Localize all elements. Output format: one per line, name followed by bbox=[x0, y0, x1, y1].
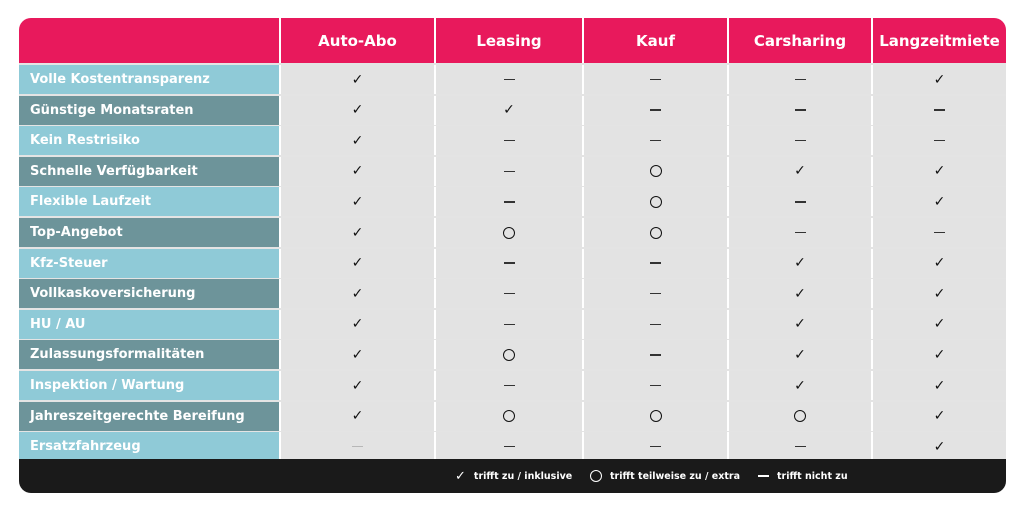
table-row bbox=[19, 249, 1006, 278]
table-cell bbox=[729, 65, 871, 94]
table-cell bbox=[584, 249, 727, 278]
row-label: Vollkaskoversicherung bbox=[19, 279, 279, 308]
table-cell bbox=[873, 432, 1006, 461]
check-icon: ✓ bbox=[503, 102, 515, 119]
legend-item-check bbox=[455, 459, 572, 493]
check-icon: ✓ bbox=[933, 193, 946, 210]
check-icon: ✓ bbox=[351, 285, 364, 302]
dash-icon bbox=[795, 109, 806, 111]
column-header-langzeitmiete: Langzeitmiete bbox=[879, 31, 1000, 50]
table-cell bbox=[729, 432, 871, 461]
table-cell bbox=[729, 126, 871, 155]
column-divider bbox=[727, 126, 729, 155]
table-cell bbox=[584, 218, 727, 247]
column-divider bbox=[727, 371, 729, 400]
check-icon: ✓ bbox=[351, 408, 364, 425]
table-cell bbox=[729, 310, 871, 339]
row-label: Jahreszeitgerechte Bereifung bbox=[19, 402, 279, 431]
column-divider bbox=[279, 96, 281, 125]
column-divider bbox=[582, 432, 584, 461]
column-divider bbox=[871, 371, 873, 400]
column-divider bbox=[279, 340, 281, 369]
column-header-leasing: Leasing bbox=[476, 31, 542, 50]
column-divider bbox=[434, 157, 436, 186]
legend-bar bbox=[19, 459, 1006, 493]
table-cell bbox=[436, 96, 582, 125]
check-icon: ✓ bbox=[351, 316, 364, 333]
column-divider bbox=[727, 65, 729, 94]
table-row bbox=[19, 371, 1006, 400]
column-divider bbox=[871, 126, 873, 155]
column-divider bbox=[582, 157, 584, 186]
dash-icon bbox=[934, 140, 945, 142]
table-row bbox=[19, 65, 1006, 94]
column-divider bbox=[871, 96, 873, 125]
table-cell bbox=[729, 96, 871, 125]
column-divider bbox=[279, 187, 281, 216]
table-cell bbox=[281, 218, 434, 247]
dash-icon bbox=[504, 140, 515, 142]
column-divider bbox=[434, 187, 436, 216]
column-divider bbox=[727, 402, 729, 431]
table-cell bbox=[873, 402, 1006, 431]
column-header-kauf: Kauf bbox=[636, 31, 675, 50]
column-divider bbox=[727, 157, 729, 186]
column-divider bbox=[279, 249, 281, 278]
column-divider bbox=[279, 157, 281, 186]
check-icon: ✓ bbox=[794, 316, 806, 333]
table-cell bbox=[584, 432, 727, 461]
table-cell bbox=[281, 126, 434, 155]
check-icon: ✓ bbox=[794, 255, 806, 272]
check-icon: ✓ bbox=[351, 71, 364, 88]
dash-icon bbox=[352, 446, 363, 448]
dash-icon bbox=[504, 79, 515, 81]
header-divider bbox=[582, 18, 584, 63]
column-divider bbox=[434, 96, 436, 125]
table-cell bbox=[281, 65, 434, 94]
table-row bbox=[19, 340, 1006, 369]
column-divider bbox=[871, 157, 873, 186]
column-divider bbox=[582, 187, 584, 216]
check-icon: ✓ bbox=[351, 102, 364, 119]
dash-icon bbox=[650, 293, 661, 295]
table-cell bbox=[584, 96, 727, 125]
table-row bbox=[19, 402, 1006, 431]
table-row bbox=[19, 279, 1006, 308]
column-divider bbox=[434, 432, 436, 461]
column-divider bbox=[871, 279, 873, 308]
table-row bbox=[19, 432, 1006, 461]
table-cell bbox=[436, 249, 582, 278]
table-cell bbox=[436, 157, 582, 186]
comparison-table bbox=[19, 18, 1006, 493]
row-label: Flexible Laufzeit bbox=[19, 187, 279, 216]
column-divider bbox=[434, 218, 436, 247]
table-cell bbox=[873, 65, 1006, 94]
dash-icon bbox=[504, 446, 515, 448]
table-cell bbox=[584, 126, 727, 155]
column-divider bbox=[871, 310, 873, 339]
column-divider bbox=[727, 218, 729, 247]
table-cell bbox=[729, 279, 871, 308]
dash-icon bbox=[650, 109, 661, 111]
column-divider bbox=[582, 310, 584, 339]
check-icon: ✓ bbox=[351, 163, 364, 180]
table-cell bbox=[729, 371, 871, 400]
table-row bbox=[19, 310, 1006, 339]
column-divider bbox=[582, 249, 584, 278]
check-icon: ✓ bbox=[351, 132, 364, 149]
column-divider bbox=[434, 310, 436, 339]
table-cell bbox=[873, 218, 1006, 247]
table-cell bbox=[873, 96, 1006, 125]
circle-icon bbox=[503, 227, 515, 239]
column-divider bbox=[582, 340, 584, 369]
dash-icon bbox=[504, 262, 515, 264]
table-cell bbox=[584, 402, 727, 431]
table-cell bbox=[873, 310, 1006, 339]
table-cell bbox=[281, 279, 434, 308]
table-cell bbox=[584, 279, 727, 308]
row-label: Top-Angebot bbox=[19, 218, 279, 247]
dash-icon bbox=[650, 79, 661, 81]
table-cell bbox=[584, 157, 727, 186]
check-icon: ✓ bbox=[455, 468, 466, 484]
check-icon: ✓ bbox=[933, 285, 946, 302]
dash-icon bbox=[504, 385, 515, 387]
column-header-auto-abo: Auto-Abo bbox=[318, 31, 397, 50]
table-cell bbox=[729, 157, 871, 186]
column-divider bbox=[582, 96, 584, 125]
column-divider bbox=[871, 402, 873, 431]
table-cell bbox=[729, 218, 871, 247]
column-divider bbox=[434, 371, 436, 400]
table-cell bbox=[281, 310, 434, 339]
column-divider bbox=[434, 279, 436, 308]
table-cell bbox=[584, 65, 727, 94]
dash-icon bbox=[650, 354, 661, 356]
check-icon: ✓ bbox=[933, 255, 946, 272]
table-cell bbox=[729, 249, 871, 278]
check-icon: ✓ bbox=[351, 346, 364, 363]
table-cell bbox=[873, 371, 1006, 400]
check-icon: ✓ bbox=[933, 408, 946, 425]
column-divider bbox=[727, 249, 729, 278]
row-label: Inspektion / Wartung bbox=[19, 371, 279, 400]
table-cell bbox=[584, 187, 727, 216]
table-cell bbox=[281, 187, 434, 216]
table-cell bbox=[584, 371, 727, 400]
column-divider bbox=[582, 65, 584, 94]
dash-icon bbox=[650, 262, 661, 264]
table-header bbox=[19, 18, 1006, 63]
dash-icon bbox=[504, 201, 515, 203]
table-cell bbox=[281, 432, 434, 461]
column-divider bbox=[582, 402, 584, 431]
check-icon: ✓ bbox=[933, 346, 946, 363]
legend-item-circle bbox=[590, 459, 740, 493]
table-cell bbox=[436, 371, 582, 400]
circle-icon bbox=[650, 410, 662, 422]
column-divider bbox=[279, 432, 281, 461]
table-cell bbox=[281, 157, 434, 186]
table-cell bbox=[436, 126, 582, 155]
table-cell bbox=[281, 371, 434, 400]
table-cell bbox=[584, 310, 727, 339]
row-label: Zulassungsformalitäten bbox=[19, 340, 279, 369]
dash-icon bbox=[795, 140, 806, 142]
table-cell bbox=[436, 65, 582, 94]
table-cell bbox=[873, 187, 1006, 216]
column-divider bbox=[871, 65, 873, 94]
circle-icon bbox=[503, 349, 515, 361]
table-cell bbox=[873, 249, 1006, 278]
column-divider bbox=[279, 126, 281, 155]
dash-icon bbox=[504, 293, 515, 295]
column-divider bbox=[279, 65, 281, 94]
row-label: Schnelle Verfügbarkeit bbox=[19, 157, 279, 186]
check-icon: ✓ bbox=[933, 71, 946, 88]
check-icon: ✓ bbox=[933, 163, 946, 180]
legend-circle-label: trifft teilweise zu / extra bbox=[610, 470, 740, 482]
column-divider bbox=[871, 249, 873, 278]
check-icon: ✓ bbox=[794, 163, 806, 180]
column-divider bbox=[582, 126, 584, 155]
table-cell bbox=[436, 432, 582, 461]
header-divider bbox=[279, 18, 281, 63]
check-icon: ✓ bbox=[351, 255, 364, 272]
column-divider bbox=[727, 340, 729, 369]
column-divider bbox=[279, 218, 281, 247]
table-cell bbox=[436, 218, 582, 247]
column-divider bbox=[434, 340, 436, 369]
dash-icon bbox=[650, 385, 661, 387]
column-divider bbox=[279, 371, 281, 400]
table-cell bbox=[281, 340, 434, 369]
table-cell bbox=[729, 402, 871, 431]
column-divider bbox=[582, 371, 584, 400]
check-icon: ✓ bbox=[794, 377, 806, 394]
dash-icon bbox=[650, 324, 661, 326]
table-row bbox=[19, 157, 1006, 186]
table-cell bbox=[729, 187, 871, 216]
dash-icon bbox=[795, 79, 806, 81]
table-cell bbox=[436, 402, 582, 431]
table-cell bbox=[873, 126, 1006, 155]
header-divider bbox=[727, 18, 729, 63]
dash-icon bbox=[795, 446, 806, 448]
column-divider bbox=[434, 402, 436, 431]
check-icon: ✓ bbox=[351, 224, 364, 241]
column-divider bbox=[871, 218, 873, 247]
table-cell bbox=[281, 402, 434, 431]
check-icon: ✓ bbox=[933, 438, 946, 455]
check-icon: ✓ bbox=[351, 377, 364, 394]
circle-icon bbox=[794, 410, 806, 422]
legend-dash-label: trifft nicht zu bbox=[777, 470, 848, 482]
dash-icon bbox=[795, 201, 806, 203]
table-cell bbox=[436, 340, 582, 369]
column-divider bbox=[434, 65, 436, 94]
table-cell bbox=[281, 96, 434, 125]
dash-icon bbox=[758, 475, 769, 477]
dash-icon bbox=[504, 324, 515, 326]
dash-icon bbox=[504, 171, 515, 173]
row-label: Kein Restrisiko bbox=[19, 126, 279, 155]
table-cell bbox=[436, 310, 582, 339]
row-label: Ersatzfahrzeug bbox=[19, 432, 279, 461]
header-divider bbox=[871, 18, 873, 63]
check-icon: ✓ bbox=[933, 377, 946, 394]
dash-icon bbox=[934, 109, 945, 111]
header-divider bbox=[434, 18, 436, 63]
column-divider bbox=[727, 96, 729, 125]
dash-icon bbox=[650, 446, 661, 448]
column-divider bbox=[279, 279, 281, 308]
check-icon: ✓ bbox=[794, 346, 806, 363]
table-row bbox=[19, 126, 1006, 155]
circle-icon bbox=[650, 227, 662, 239]
column-divider bbox=[727, 310, 729, 339]
column-divider bbox=[434, 126, 436, 155]
circle-icon bbox=[503, 410, 515, 422]
column-header-carsharing: Carsharing bbox=[753, 31, 847, 50]
row-label: Günstige Monatsraten bbox=[19, 96, 279, 125]
table-cell bbox=[873, 157, 1006, 186]
column-divider bbox=[727, 187, 729, 216]
dash-icon bbox=[934, 232, 945, 234]
column-divider bbox=[727, 279, 729, 308]
column-divider bbox=[871, 187, 873, 216]
table-cell bbox=[873, 340, 1006, 369]
dash-icon bbox=[650, 140, 661, 142]
circle-icon bbox=[650, 196, 662, 208]
check-icon: ✓ bbox=[794, 285, 806, 302]
column-divider bbox=[582, 279, 584, 308]
legend-check-label: trifft zu / inklusive bbox=[473, 470, 573, 482]
table-cell bbox=[873, 279, 1006, 308]
table-cell bbox=[281, 249, 434, 278]
column-divider bbox=[279, 310, 281, 339]
column-divider bbox=[727, 432, 729, 461]
check-icon: ✓ bbox=[351, 193, 364, 210]
table-cell bbox=[584, 340, 727, 369]
column-divider bbox=[871, 340, 873, 369]
table-cell bbox=[436, 279, 582, 308]
table-cell bbox=[436, 187, 582, 216]
table-cell bbox=[729, 340, 871, 369]
column-divider bbox=[279, 402, 281, 431]
row-label: HU / AU bbox=[19, 310, 279, 339]
table-row bbox=[19, 96, 1006, 125]
column-divider bbox=[582, 218, 584, 247]
table-row bbox=[19, 218, 1006, 247]
row-label: Kfz-Steuer bbox=[19, 249, 279, 278]
table-row bbox=[19, 187, 1006, 216]
legend-item-dash bbox=[758, 459, 848, 493]
dash-icon bbox=[795, 232, 806, 234]
column-divider bbox=[434, 249, 436, 278]
circle-icon bbox=[590, 470, 602, 482]
row-label: Volle Kostentransparenz bbox=[19, 65, 279, 94]
check-icon: ✓ bbox=[933, 316, 946, 333]
circle-icon bbox=[650, 165, 662, 177]
column-divider bbox=[871, 432, 873, 461]
